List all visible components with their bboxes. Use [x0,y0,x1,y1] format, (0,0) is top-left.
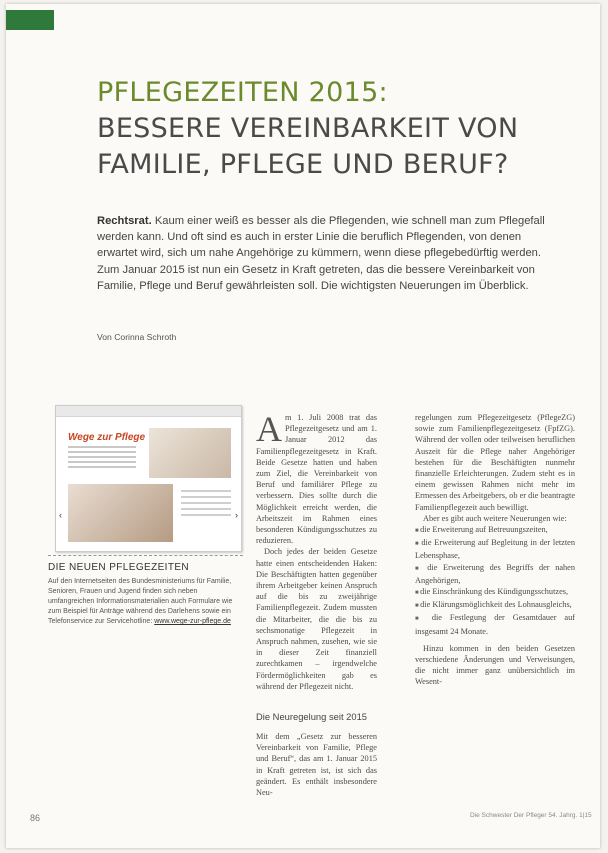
headline [97,75,577,183]
drop-cap: A [256,409,282,449]
headline-line-2: BESSERE VEREINBARKEIT VON [97,113,519,144]
paragraph-2: Doch jedes der beiden Gesetze hatte einen entscheidenden Haken: Die Beschäftigten hatten gegenüber ihrem Arbeitgeber keinen Anspruch auf die bis zu zweijährige Familienpflegezeit. Zudem mussten die Mitarbeiter, die die bis zu sechsmonatige Pflegezeit in Anspruch nahmen, zusehen, wie sie in dieser Zeit finanziell zurechtkamen – irgendwelche Fördermöglichkeiten gab es während der Pflegezeit nicht. [256,547,377,691]
info-box-body: Auf den Internetseiten des Bundesministeriums für Familie, Senioren, Frauen und Jugend finden sich neben umfangreichen Informationsmaterialien auch Formulare wie zum Beispiel für Anträge während des Darlehens sowie ein Telefonservice zur Servicehotline: [48,578,233,625]
headline-line-3: FAMILIE, PFLEGE UND BERUF? [97,149,509,180]
section-tab [6,10,54,30]
paragraph-1-text: m 1. Juli 2008 trat das Pflegezeitgesetz und am 1. Januar 2012 das Familienpflegezeitgesetz in Kraft. Beide Gesetze hatten und haben zum Ziel, die Vereinbarkeit von Beruf und familiärer Pflege zu verbessern. Dies sollte durch die Möglichkeit erreicht werden, die Arbeitszeit im Rahmen eines besonderen Kündigungsschutzes zu reduzieren. [256,413,377,546]
info-box-link[interactable]: www.wege-zur-pflege.de [154,618,231,625]
paragraph-3: Mit dem „Gesetz zur besseren Vereinbarkeit von Familie, Pflege und Beruf“, das am 1. Januar 2015 in Kraft getreten ist, ist sich das geändert. Es enthält insbesondere Neu- [256,732,377,798]
browser-bar [56,406,241,417]
article-column-2 [415,412,575,688]
paragraph-1 [256,409,377,546]
lead-paragraph [97,213,557,294]
paragraph-6: Hinzu kommen in den beiden Gesetzen verschiedene Änderungen und Verweisungen, die nicht immer ganz unübersichtlich im Wesent- [415,643,575,687]
footer-text: Die Schwester Der Pfleger 54. Jahrg. 1|15 [470,812,592,819]
paragraph-4: regelungen zum Pflegezeitgesetz (PflegeZG) sowie zum Familienpflegezeitgesetz (FpfZG). Während der vollen oder teilweisen beruflichen Auszeit für die Pflege naher Angehöriger bestehen für die Beschäftigten nunmehr finanzielle Erleichterungen. Zudem steht es in einem gewissen Rahmen nicht mehr im Ermessen des Arbeitgebers, ob er die beantragte Familienpflegezeit auch bewilligt. [415,413,575,512]
byline: Von Corinna Schroth [97,332,177,342]
info-box-text [48,577,243,627]
article-column-1 [256,409,377,692]
chevron-right-icon: › [235,510,238,520]
lead-text: Kaum einer weiß es besser als die Pflegenden, wie schnell man zum Pflegefall werden kann. Und oft sind es auch in erster Linie die beruflich Pflegenden, von denen erwartet wird, sich um nahe Angehörige zu kümmern, wenn diese pflegebedürftig werden. Zum Januar 2015 ist nun ein Gesetz in Kraft getreten, das die bessere Vereinbarkeit von Familie, Pflege und Beruf gewährleisten soll. Die wichtigsten Neuerungen im Überblick. [97,215,545,292]
website-screenshot [55,405,242,552]
website-photo-family [149,428,231,478]
bullet-list [415,524,575,637]
lead-kicker: Rechtsrat. [97,215,152,227]
headline-line-1: PFLEGEZEITEN 2015: [97,77,388,108]
list-item: ■ die Einschränkung des Kündigungsschutzes, [415,586,575,599]
list-item: ■ die Erweiterung auf Begleitung in der letzten Lebensphase, [415,537,575,561]
paragraph-5: Aber es gibt auch weitere Neuerungen wie: [423,513,567,523]
subheading: Die Neuregelung seit 2015 [256,711,368,722]
chevron-left-icon: ‹ [59,510,62,520]
info-box-title: DIE NEUEN PFLEGEZEITEN [48,562,190,573]
info-box [48,555,243,657]
page-number: 86 [30,813,41,823]
list-item: ■ die Klärungsmöglichkeit des Lohnausgleichs, [415,599,575,612]
list-item: ■ die Erweiterung auf Betreuungszeiten, [415,524,575,537]
website-photo-care [68,484,173,542]
website-text-lines [68,446,136,471]
list-item: ■ die Festlegung der Gesamtdauer auf insgesamt 24 Monate. [415,612,575,636]
list-item: ■ die Erweiterung des Begriffs der nahen Angehörigen, [415,562,575,586]
website-sidebar-lines [181,490,231,520]
website-title: Wege zur Pflege [68,432,146,443]
